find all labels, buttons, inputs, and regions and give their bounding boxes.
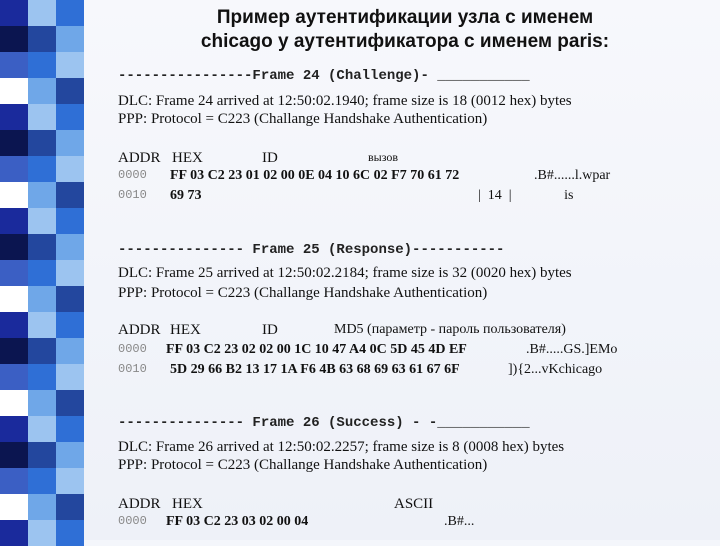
stripe-cell bbox=[56, 338, 84, 364]
stripe-cell bbox=[56, 442, 84, 468]
frame-25-col-hex: HEX bbox=[170, 322, 201, 338]
stripe-cell bbox=[28, 286, 56, 312]
stripe-cell bbox=[0, 26, 28, 52]
stripe-cell bbox=[28, 260, 56, 286]
frame-25-col-addr: ADDR bbox=[118, 322, 161, 338]
stripe-cell bbox=[0, 52, 28, 78]
stripe-cell bbox=[28, 520, 56, 546]
stripe-cell bbox=[0, 208, 28, 234]
stripe-cell bbox=[28, 156, 56, 182]
frame-26-ppp: PPP: Protocol = C223 (Challange Handshake Authentication) bbox=[118, 457, 488, 473]
stripe-cell bbox=[56, 78, 84, 104]
frame-25-dlc: DLC: Frame 25 arrived at 12:50:02.2184; frame size is 32 (0020 hex) bytes bbox=[118, 265, 572, 281]
stripe-cell bbox=[56, 208, 84, 234]
page-title bbox=[100, 6, 710, 54]
frame-25-ppp: PPP: Protocol = C223 (Challange Handshake Authentication) bbox=[118, 285, 488, 301]
frame-25-col-id: ID bbox=[262, 322, 278, 338]
stripe-cell bbox=[56, 130, 84, 156]
title-line-1: Пример аутентификации узла с именем bbox=[216, 7, 594, 28]
stripe-cell bbox=[0, 338, 28, 364]
stripe-cell bbox=[0, 130, 28, 156]
stripe-cell bbox=[56, 104, 84, 130]
frame-25-header: --------------- Frame 25 (Response)----------- bbox=[118, 242, 505, 258]
frame-25-row-0-addr: 0000 bbox=[118, 342, 147, 356]
stripe-cell bbox=[28, 494, 56, 520]
stripe-cell bbox=[28, 416, 56, 442]
frame-24-col-extra: вызов bbox=[368, 150, 399, 164]
stripe-cell bbox=[0, 182, 28, 208]
frame-24-row-0-hex: FF 03 C2 23 01 02 00 0E 04 10 6C 02 F7 70 61 72 bbox=[170, 168, 460, 183]
title-line-2: chicago у аутентификатора с именем paris: bbox=[200, 31, 610, 52]
stripe-cell bbox=[0, 104, 28, 130]
stripe-cell bbox=[28, 26, 56, 52]
stripe-cell bbox=[0, 234, 28, 260]
stripe-cell bbox=[0, 78, 28, 104]
stripe-cell bbox=[56, 26, 84, 52]
frame-26-col-extra: ASCII bbox=[394, 496, 434, 512]
stripe-cell bbox=[0, 156, 28, 182]
frame-26-header: --------------- Frame 26 (Success) - -___________ bbox=[118, 415, 530, 431]
frame-24-ppp: PPP: Protocol = C223 (Challange Handshake Authentication) bbox=[118, 111, 488, 127]
stripe-cell bbox=[28, 182, 56, 208]
stripe-cell bbox=[28, 0, 56, 26]
stripe-cell bbox=[0, 312, 28, 338]
stripe-cell bbox=[56, 312, 84, 338]
stripe-cell bbox=[56, 234, 84, 260]
stripe-cell bbox=[0, 286, 28, 312]
frame-25-row-0-hex: FF 03 C2 23 02 02 00 1C 10 47 A4 0C 5D 45 4D EF bbox=[166, 342, 467, 357]
frame-25-row-1-addr: 0010 bbox=[118, 362, 147, 376]
frame-24-header: ----------------Frame 24 (Challenge)- ___________ bbox=[118, 68, 530, 84]
stripe-cell bbox=[28, 364, 56, 390]
stripe-cell bbox=[56, 468, 84, 494]
stripe-cell bbox=[28, 208, 56, 234]
stripe-cell bbox=[0, 0, 28, 26]
frame-26-dlc: DLC: Frame 26 arrived at 12:50:02.2257; frame size is 8 (0008 hex) bytes bbox=[118, 439, 565, 455]
stripe-cell bbox=[56, 364, 84, 390]
stripe-cell bbox=[28, 390, 56, 416]
stripe-cell bbox=[0, 442, 28, 468]
stripe-cell bbox=[56, 182, 84, 208]
stripe-cell bbox=[28, 338, 56, 364]
frame-24-row-0-addr: 0000 bbox=[118, 168, 147, 182]
frame-26-row-0-addr: 0000 bbox=[118, 514, 147, 528]
frame-25-row-0-ascii: .B#.....GS.]EMo bbox=[526, 342, 618, 357]
frame-24-col-hex: HEX bbox=[172, 150, 203, 166]
frame-24-col-id: ID bbox=[262, 150, 278, 166]
frame-24-dlc: DLC: Frame 24 arrived at 12:50:02.1940; frame size is 18 (0012 hex) bytes bbox=[118, 93, 572, 109]
stripe-cell bbox=[0, 390, 28, 416]
frame-24-row-1-hex: 69 73 bbox=[170, 188, 202, 203]
stripe-cell bbox=[56, 390, 84, 416]
stripe-cell bbox=[28, 104, 56, 130]
stripe-cell bbox=[28, 78, 56, 104]
stripe-cell bbox=[56, 260, 84, 286]
frame-26-row-0-ascii: .B#... bbox=[444, 514, 475, 529]
stripe-cell bbox=[56, 52, 84, 78]
stripe-cell bbox=[28, 442, 56, 468]
frame-24-row-1-addr: 0010 bbox=[118, 188, 147, 202]
stripe-cell bbox=[28, 52, 56, 78]
frame-25-col-extra: MD5 (параметр - пароль пользователя) bbox=[334, 322, 566, 337]
stripe-cell bbox=[56, 286, 84, 312]
frame-25-row-1-ascii: ]){2...vKchicago bbox=[508, 362, 603, 377]
stripe-cell bbox=[56, 416, 84, 442]
stripe-cell bbox=[28, 234, 56, 260]
stripe-cell bbox=[56, 156, 84, 182]
stripe-cell bbox=[56, 520, 84, 546]
stripe-cell bbox=[28, 468, 56, 494]
stripe-cell bbox=[56, 494, 84, 520]
stripe-cell bbox=[0, 364, 28, 390]
stripe-cell bbox=[28, 312, 56, 338]
stripe-cell bbox=[0, 416, 28, 442]
frame-26-row-0-hex: FF 03 C2 23 03 02 00 04 bbox=[166, 514, 309, 529]
decorative-stripe bbox=[0, 0, 84, 540]
stripe-cell bbox=[0, 468, 28, 494]
frame-26-col-addr: ADDR bbox=[118, 496, 161, 512]
stripe-cell bbox=[56, 0, 84, 26]
stripe-cell bbox=[0, 520, 28, 546]
stripe-cell bbox=[28, 130, 56, 156]
frame-24-col-addr: ADDR bbox=[118, 150, 161, 166]
stripe-cell bbox=[0, 260, 28, 286]
stripe-cell bbox=[0, 494, 28, 520]
frame-25-row-1-hex: 5D 29 66 B2 13 17 1A F6 4B 63 68 69 63 61 67 6F bbox=[170, 362, 460, 377]
frame-24-row-0-ascii: .B#......l.wpar bbox=[534, 168, 611, 183]
frame-26-col-hex: HEX bbox=[172, 496, 203, 512]
frame-24-row-1-ascii: | 14 | is bbox=[478, 188, 574, 203]
